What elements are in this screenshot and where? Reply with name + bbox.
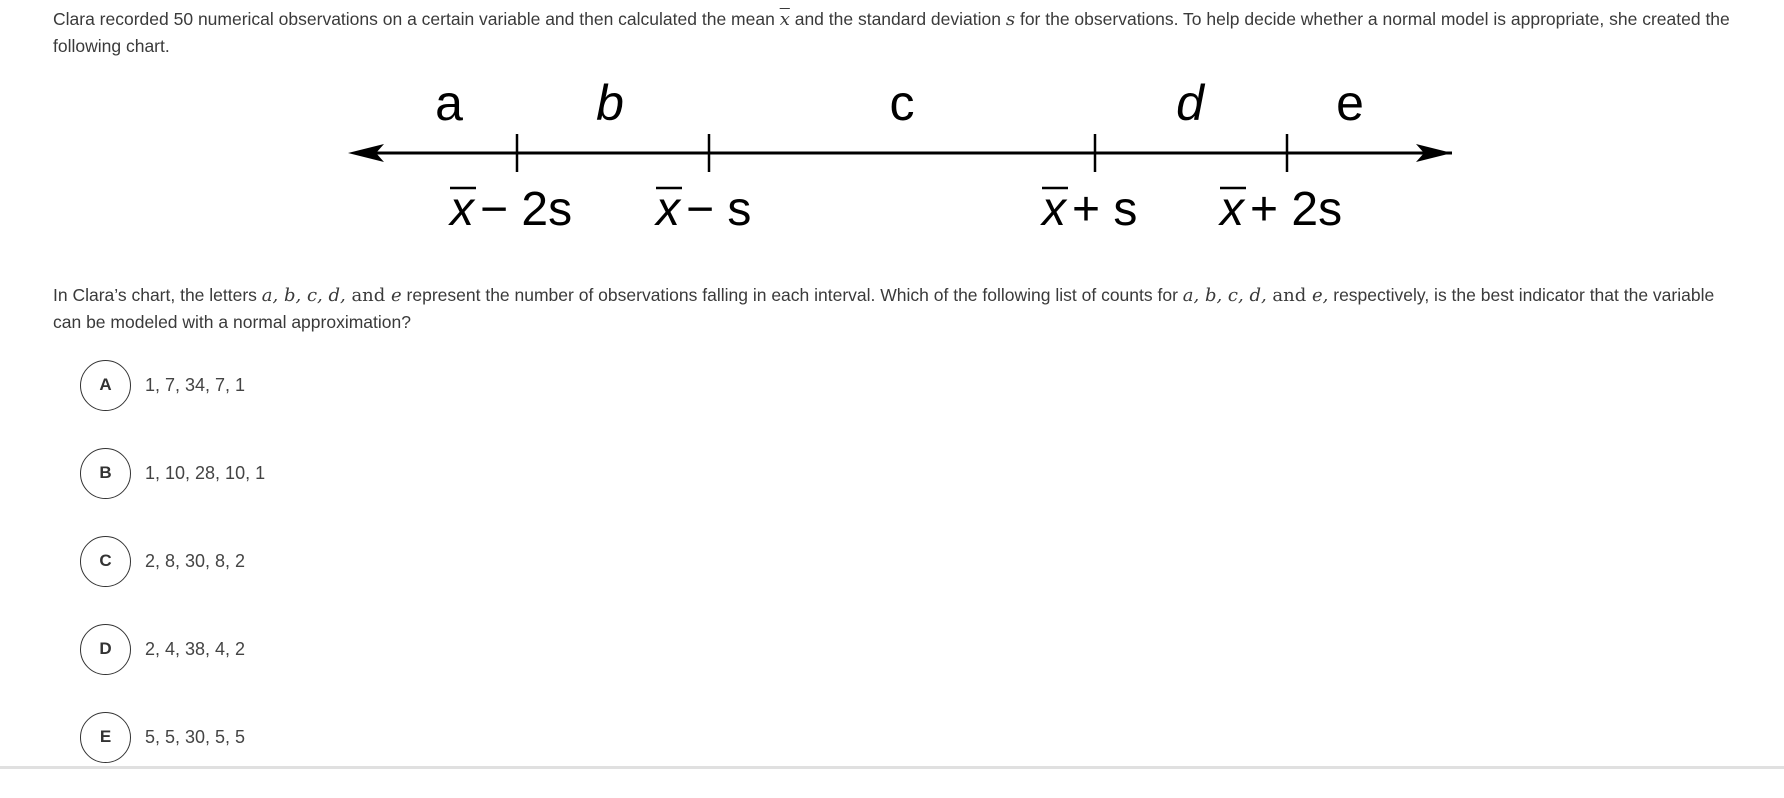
tick-label-mean-plus-s — [1040, 183, 1137, 236]
xbar-symbol: x — [656, 183, 680, 236]
choice-text[interactable]: 1, 7, 34, 7, 1 — [145, 374, 246, 395]
choice-letter-badge[interactable]: E — [80, 712, 131, 763]
letters-list-1: a, b, c, d, — [261, 285, 346, 306]
choice-letter-badge[interactable]: C — [80, 536, 131, 587]
and-word-2: and — [1266, 285, 1312, 306]
prompt-text-3: for the observations. To help decide whether a normal model is appropriate, she created the following chart. — [53, 9, 1730, 56]
xbar-symbol: x — [450, 183, 474, 236]
xbar-symbol: x — [1220, 183, 1244, 236]
tick-label-rest: − s — [686, 183, 752, 236]
letter-e-1: e — [391, 285, 402, 306]
interval-label-d: d — [1176, 75, 1204, 131]
interval-label-e: e — [1336, 75, 1364, 131]
question-stem — [53, 282, 1733, 335]
mean-symbol: $\overline{x}$ — [779, 9, 790, 30]
interval-label-c: c — [889, 75, 915, 131]
answer-choices — [80, 358, 265, 798]
tick-label-mean-minus-2s — [448, 183, 572, 236]
interval-label-a: a — [435, 75, 463, 131]
choice-letter-badge[interactable]: A — [80, 360, 131, 411]
choice-e[interactable] — [80, 710, 265, 764]
question-text-3: respectively, is the best indicator that the variable can be modeled with a normal approximation? — [53, 285, 1715, 332]
xbar-symbol: x — [1042, 183, 1066, 236]
question-text-2: represent the number of observations falling in each interval. Which of the following list of counts for — [401, 285, 1183, 305]
choice-d[interactable] — [80, 622, 265, 676]
tick-label-rest: + s — [1072, 183, 1138, 236]
choice-text[interactable]: 2, 8, 30, 8, 2 — [145, 550, 246, 571]
sd-symbol: s — [1005, 9, 1016, 30]
tick-label-rest: − 2s — [480, 183, 573, 236]
prompt-text-2: and the standard deviation — [789, 9, 1006, 29]
letters-list-2: a, b, c, d, — [1182, 285, 1267, 306]
choice-b[interactable] — [80, 446, 265, 500]
tick-label-rest: + 2s — [1250, 183, 1343, 236]
prompt-text-1: Clara recorded 50 numerical observations on a certain variable and then calculated the mean — [53, 9, 780, 29]
choice-a[interactable] — [80, 358, 265, 412]
tick-label-mean-minus-s — [654, 183, 751, 236]
choice-letter-badge[interactable]: D — [80, 624, 131, 675]
number-line-figure — [340, 70, 1470, 240]
question-text-1: In Clara’s chart, the letters — [53, 285, 262, 305]
choice-text[interactable]: 2, 4, 38, 4, 2 — [145, 638, 246, 659]
choice-c[interactable] — [80, 534, 265, 588]
question-prompt — [53, 6, 1733, 59]
and-word-1: and — [345, 285, 392, 306]
interval-label-b: b — [596, 75, 624, 131]
letter-e-2: e, — [1312, 285, 1329, 306]
choice-text[interactable]: 1, 10, 28, 10, 1 — [145, 462, 266, 483]
choice-text[interactable]: 5, 5, 30, 5, 5 — [145, 726, 246, 747]
tick-label-mean-plus-2s — [1218, 183, 1342, 236]
choice-letter-badge[interactable]: B — [80, 448, 131, 499]
